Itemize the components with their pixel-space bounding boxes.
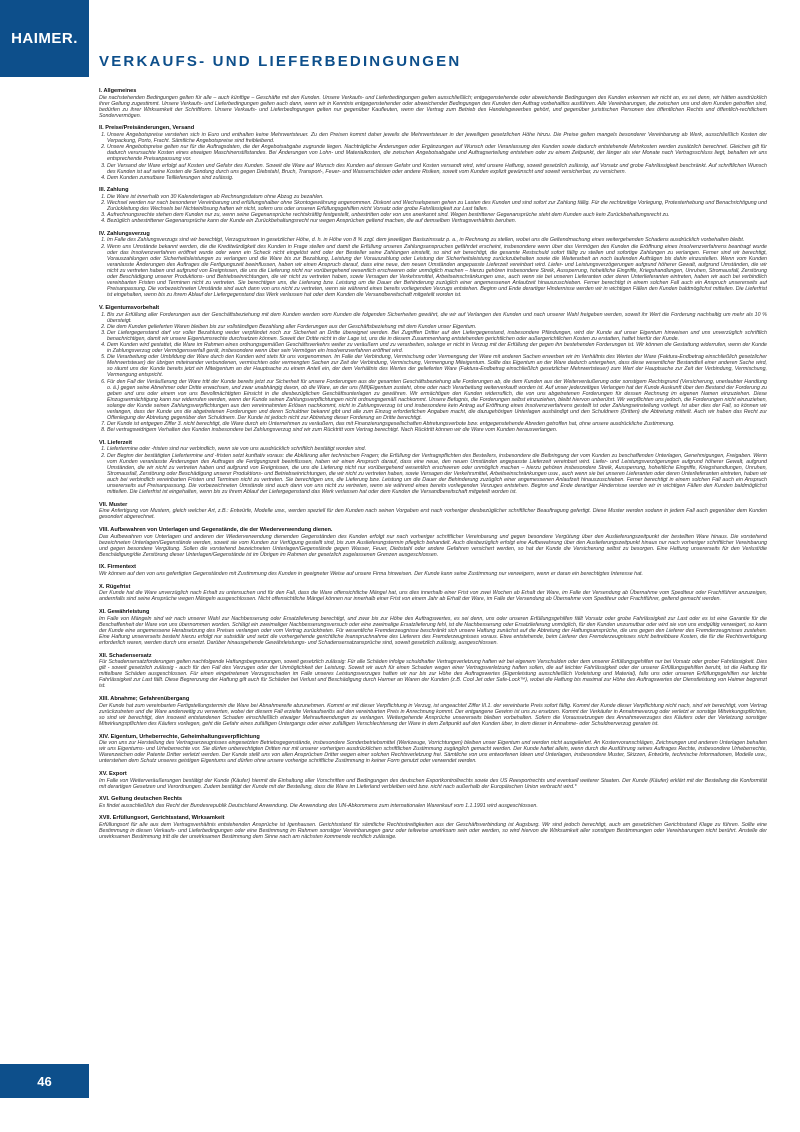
section-list-item: 4. Bezüglich unbestrittener Gegenansprüche kann der Kunde ein Zurückbehaltungsrecht nur wegen Ansprüchen geltend machen, die auf demselben Vertragsverhältnis beruhen.: [107, 218, 767, 224]
section-heading: III. Zahlung: [99, 187, 129, 194]
section-paragraph: Wir können auf den von uns gefertigten Gegenständen mit Zustimmung des Kunden in geeigneter Weise auf unsere Firma hinweisen. Der Kunde kann seine Zustimmung nur verweigern, wenn er daran ein berechtigtes Interesse hat.: [99, 571, 643, 578]
terms-section: [99, 734, 767, 765]
terms-section: [99, 796, 767, 809]
section-heading: V. Eigentumsvorbehalt: [99, 304, 160, 311]
section-heading: XV. Export: [99, 771, 127, 777]
section-list-item: 2. Wenn uns Umstände bekannt werden, die die Kreditwürdigkeit des Kunden in Frage stellen und damit die Erfüllung unseres Zahlungsanspruches gefährdet erscheint, insbesondere wenn über das Vermögen des Kunden die Eröffnung eines Insolvenzverfahrens beantragt wurde oder das Insolvenzverfahren eröffnet wurde oder wenn ein Scheck nicht eingelöst wird oder der Besteller seine Zahlungen einstellt, so sind wir berechtigt, die gesamte Restschuld sofort fällig zu stellen und sofortige Zahlungen zu verlangen. Ferner sind wir berechtigt, Vorauszahlungen oder Sicherheitsleistungen zu verlangen und die Ware bis zur Bezahlung, Leistung der Vorauszahlung oder Leistung der Sicherheitsleistung zurückzubehalten sowie die Weiterarbeit an noch laufenden Aufträgen bis dahin einzustellen. Wenn vom Kunden veranlasste Änderungen des Auftrages die Fertigungszeit beeinflussen, haben wir einen Anspruch darauf, dass eine neue, den neuen Umständen angepasste Lieferzeit vereinbart wird. Liefer- und Leistungsverzögerungen aufgrund höherer Gewalt, aufgrund Umständen, die wir nicht zu vertreten haben und aufgrund von Ereignissen, die uns die Lieferung nicht nur vorübergehend wesentlich erschweren oder unmöglich machen – hierzu gehören insbesondere Streik, Aussperrung, hoheitliche Eingriffe, Kriegshandlungen, Unruhen, Stromausfall, Zerstörung oder Beschädigung unserer Produktions- und Betriebseinrichtungen, die wir nicht zu vertreten haben, sowie Versagen der Verkehrsmittel, Arbeitseinschränkungen usw., auch wenn sie bei unseren Lieferanten oder deren Unterlieferanten eintreten, haben wir auch bei verbindlich vereinbarten Fristen und Terminen nicht zu vertreten. Sie berechtigen uns, die Lieferung bzw. Leistung um die Dauer der Behinderung zuzüglich einer angemessenen Anlaufzeit hinauszuschieben. Ferner berechtigt in einem solchen Fall auch ein Anspruch unsererseits auf Preisanpassung. Die vorbezeichneten Umstände sind auch dann von uns nicht zu vertreten, wenn sie während eines bereits vorliegenden Verzugs entstehen. Beginn und Ende derartiger Hindernisse werden wir in wichtigen Fällen den Kunden baldmöglichst mitteilen. Die Lieferfrist ist eingehalten, wenn bis zu ihrem Ablauf der Liefergegenstand das Werk verlassen hat oder dem Kunden die Versandbereitschaft mitgeteilt worden ist.: [107, 244, 767, 299]
terms-section: [99, 305, 767, 433]
page-number-badge: [0, 1064, 89, 1098]
terms-section: [99, 502, 767, 521]
section-paragraph: Der Kunde hat zum vereinbarten Fertigstellungstermin die Ware bei Abnahmereife abzunehmen. Kommt er mit dieser Verpflichtung in Verzug, ist ungeachtet Ziffer III.1. der vereinbarte Preis sofort fällig. Kommt der Kunde dieser Verpflichtung nicht nach, sind wir berechtigt, vom Vertrag zurückzutreten und die Ware anderweitig zu verwerten, wobei der diesem Fall erzielte Verkaufserlös auf den vereinbarten Preis in Anrechnung kommt. Der entgangene Gewinn ist uns zu ersetzen. Kommt der Verkäufer in Annahmeverzug oder verletzt er sonstige Mitwirkungspflichten, so sind wir berechtigt, den insoweit entstandenen Schaden einschließlich etwaiger Mehraufwendungen zu verlangen. Weitergehende Ansprüche unsererseits bleiben vorbehalten. Sofern die Voraussetzungen des Annahmeverzuges des Käufers oder der Verletzung sonstiger Mitwirkungspflichten des Käufers vorliegen, geht die Gefahr eines zufälligen Untergangs oder einer zufälligen Verschlechterung der Ware in dem Zeitpunkt auf den Kunden über, in dem dieser in Annahme- oder Schuldnerverzug geraten ist.: [99, 702, 767, 727]
page-title: VERKAUFS- UND LIEFERBEDINGUNGEN: [99, 53, 462, 70]
terms-section: [99, 815, 767, 840]
terms-section: [99, 125, 767, 180]
section-list-item: 4. Dem Kunden zumutbare Teillieferungen sind zulässig.: [107, 175, 767, 181]
section-list-item: 1. Bis zur Erfüllung aller Forderungen aus der Geschäftsbeziehung mit dem Kunden werden vom Kunden die folgenden Sicherheiten gewährt, die wir auf Verlangen des Kunden und nach unserer Wahl freigeben werden, soweit ihr Wert die Forderung nachhaltig um mehr als 10 % übersteigt.: [107, 312, 767, 324]
section-heading: IV. Zahlungsverzug: [99, 230, 150, 237]
section-heading: XIV. Eigentum, Urheberrechte, Geheimhaltungsverpflichtung: [99, 733, 260, 740]
section-list-item: 2. Wechsel werden nur nach besonderer Vereinbarung und erfüllungshalber ohne Skontogewährung angenommen. Diskont und Wechselspesen gehen zu Lasten des Kunden und sind sofort zur Zahlung fällig. Für die rechtzeitige Vorlegung, Protesterhebung und Benachrichtigung und Zurückleitung des Wechsels bei Nichteinlösung haften wir nicht, sofern uns oder unseren Erfüllungsgehilfen nicht Vorsatz oder grobe Fahrlässigkeit zur Last fallen.: [107, 200, 767, 212]
section-heading: I. Allgemeines: [99, 88, 137, 94]
brand-logo: [0, 0, 89, 77]
section-paragraph: Der Kunde hat die Ware unverzüglich nach Erhalt zu untersuchen und für den Fall, dass die Ware offensichtliche Mängel hat, uns dies innerhalb einer Frist von zwei Wochen ab Erhalt der Ware, im Falle der Versendung ab Übernahme vom Spediteur oder Frachtführer anzuzeigen, andernfalls sind seine Ansprüche wegen Mängeln ausgeschlossen. Nicht offensichtliche Mängel können nur innerhalb einer Frist von einem Jahr ab Erhalt der Ware, im Falle der Versendung ab Übernahme vom Spediteur oder Frachtführer, geltend gemacht werden.: [99, 590, 767, 603]
section-heading: X. Rügefrist: [99, 583, 131, 590]
section-heading: VI. Lieferzeit: [99, 439, 132, 446]
section-list-item: 2. Unsere Angebotspreise gelten nur für die Auftragsdaten, die der Angebotsabgabe zugrunde liegen. Nachträgliche Änderungen oder Ergänzungen auf Wunsch oder Veranlassung des Kunden sowie dadurch entstehende Mehrkosten werden zusätzlich berechnet. Gleiches gilt für dadurch verursachte Kosten eines etwaigen Maschinenstillstandes. Bei Änderungen von Lohn- und Materialkosten, die zwischen Angebotsabgabe und Auftragserteilung entstehen oder zu einem Zeitpunkt, der länger als vier Monate nach Vertragsschluss liegt, behalten wir uns entsprechende Preisanpassung vor.: [107, 144, 767, 162]
section-list-item: 3. Der Liefergegenstand darf vor voller Bezahlung weder verpfändet noch zur Sicherheit an Dritte übereignet werden. Bei Zugriffen Dritter auf den Liefergegenstand, insbesondere Pfändungen, wird der Kunde auf unser Eigentum hinweisen und uns unverzüglich schriftlich benachrichtigen, damit wir unsere Eigentumsrechte durchsetzen können. Soweit der Dritte nicht in der Lage ist, uns die in diesem Zusammenhang entstehenden gerichtlichen oder außergerichtlichen Kosten zu erstatten, haftet hierfür der Kunde.: [107, 330, 767, 342]
section-list-item: 1. Unsere Angebotspreise verstehen sich in Euro und enthalten keine Mehrwertsteuer. Zu den Preisen kommt daher jeweils die Mehrwertsteuer in der jeweiligen gesetzlichen Höhe hinzu. Die Preise gelten mangels besonderer Vereinbarung ab Werk, ausschließlich Kosten der Verpackung, Porto, Fracht. Sämtliche Angebotspreise sind freibleibend.: [107, 132, 767, 144]
terms-section: [99, 187, 767, 224]
section-list-item: 1. Im Falle des Zahlungsverzugs sind wir berechtigt, Verzugszinsen in gesetzlicher Höhe, d. h. in Höhe von 8 % zzgl. dem jeweiligen Basiszinssatz p. a., in Rechnung zu stellen, wobei uns die Geltendmachung eines weitergehenden Schadens ausdrücklich vorbehalten bleibt.: [107, 237, 767, 243]
section-heading: XVI. Geltung deutschen Rechts: [99, 796, 182, 803]
section-list: [99, 237, 767, 298]
section-paragraph: Das Aufbewahren von Unterlagen und anderen der Wiederverwendung dienenden Gegenständen des Kunden erfolgt nur nach vorheriger schriftlicher Vereinbarung und gegen besondere Vergütung über den Auslieferungszeitpunkt der bestellten Ware hinaus. Die vorstehend bezeichneten Unterlagen/Gegenstände werden, soweit sie vom Kunden zur Verfügung gestellt sind, bis zum Auslieferungstermin pfleglich behandelt. Auch diesbezüglich erfolgt eine Aufbewahrung über den Auslieferungszeitpunkt hinaus nur nach vorheriger schriftlicher Vereinbarung und gegen besondere Vergütung. Sollen die vorstehend bezeichneten Unterlagen/Gegenstände gegen Wasser, Feuer, Diebstahl oder andere Gefahren versichert werden, so hat der Kunde die Versicherung selbst zu besorgen. Eine Haftung unsererseits für den Verlust/die Beschädigung/die Zerstörung dieser Unterlagen/Gegenstände ist im Übrigen im Rahmen der gesetzlich zugelassenen Grenzen ausgeschlossen.: [99, 533, 767, 558]
section-list-item: 5. Die Verarbeitung oder Umbildung der Ware durch den Kunden wird stets für uns vorgenommen. Im Falle der Verbindung, Vermischung oder Vermengung der Ware mit anderen Sachen erwerben wir im Verhältnis des Wertes der Ware (Faktura-Endbetrag einschließlich gesetzlicher Mehrwertsteuer) der übrigen miteinander verbundenen, vermischten oder vermengten Sachen zur Zeit der Verbindung, Vermischung, Vermengung Miteigentum. Sollte das Eigentum an der Ware dadurch untergehen, dass diese wesentlicher Bestandteil einer anderen Sache wird, so räumt uns der Kunde bereits jetzt ein Miteigentum an der Hauptsache zu einem Anteil ein, der dem Verhältnis des Wertes der gelieferten Ware (Faktura-Endbetrag einschließlich gesetzlicher Mehrwertsteuer) zum Wert der Hauptsache zur Zeit der Verbindung, Vermischung, Vermengung entspricht.: [107, 354, 767, 378]
section-paragraph: Es findet ausschließlich das Recht der Bundesrepublik Deutschland Anwendung. Die Anwendung des UN-Abkommens zum internationalen Warenkauf vom 1.1.1991 wird ausgeschlossen.: [99, 802, 538, 809]
section-paragraph: Im Falle von Mängeln sind wir nach unserer Wahl zur Nachbesserung oder Ersatzlieferung berechtigt, und zwar bis zur Höhe des Auftragswertes, es sei denn, uns oder unseren Erfüllungsgehilfen fällt Vorsatz oder grobe Fahrlässigkeit zur Last oder es ist eine Garantie für die Beschaffenheit der Ware von uns übernommen worden. Schlägt ein zweimaliger Nachbesserungsversuch oder eine zweimalige Ersatzlieferung fehl, ist die Nachbesserung oder Ersatzlieferung unmöglich, für den Kunden unzumutbar oder wird sie von uns endgültig verweigert, so kann der Kunde eine angemessene Herabsetzung des Preises verlangen oder vom Vertrag zurücktreten. Für wesentliche Fremderzeugnisse beschränkt sich unsere Haftung zunächst auf die Abtretung der Haftungsansprüche, die uns gegen den Lieferer des Fremderzeugnisses zustehen. Eine Haftung unsererseits besteht hierzu erfolgt nur subsidiär und setzt die vorhergehende gerichtliche Inanspruchnahme des Lieferers des Fremderzeugnisses voraus. Etwa entstehende, beim Lieferer des Fremderzeugnisses nicht beitreibbare Kosten, die für die Rechtsverfolgung erforderlich waren, werden durch uns ersetzt. Darüber hinausgehende Gewährleistungs- und Schadensersatzansprüche sind, soweit gesetzlich zulässig, ausgeschlossen.: [99, 615, 767, 646]
section-heading: XI. Gewährleistung: [99, 608, 150, 615]
terms-section: [99, 231, 767, 299]
section-list-item: 3. Aufrechnungsrechte stehen dem Kunden nur zu, wenn seine Gegenansprüche rechtskräftig festgestellt, unbestritten oder von uns anerkannt sind. Wegen bestrittener Gegenansprüche steht dem Kunden auch kein Zurückbehaltungsrecht zu.: [107, 212, 767, 218]
terms-section: [99, 440, 767, 495]
terms-section: [99, 771, 767, 790]
terms-section: [99, 564, 767, 577]
section-heading: XVII. Erfüllungsort, Gerichtsstand, Wirksamkeit: [99, 815, 225, 822]
section-paragraph: Die nachstehenden Bedingungen gelten für alle – auch künftige – Geschäfte mit den Kunden. Unsere Verkaufs- und Lieferbedingungen gelten ausschließlich; entgegenstehende oder abweichende Bedingungen des Kunden erkennen wir nicht an, es sei denn, wir hätten ausdrücklich ihrer Geltung zugestimmt. Unsere Verkaufs- und Lieferbedingungen gelten auch dann, wenn wir in Kenntnis entgegenstehender oder abweichender Bedingungen des Kunden den Auftrag vorbehaltlos ausführen. Alle Vereinbarungen, die zwischen uns und dem Kunden getroffen sind, bedürfen zu ihrer Wirksamkeit der Schriftform. Unsere Verkaufs- und Lieferbedingungen gelten nur gegenüber Kaufleuten, wenn der Vertrag zum Betrieb des Handelsgewerbes gehört, und gegenüber juristischen Personen des öffentlichen Rechts und öffentlich-rechtlichem Sondervermögen.: [99, 94, 767, 119]
sidebar: [0, 0, 89, 1132]
section-list-item: 8. Bei vertragswidrigem Verhalten des Kunden insbesondere bei Zahlungsverzug sind wir zum Rücktritt vom Vertrag berechtigt. Nach Rücktritt können wir die Ware vom Kunden herausverlangen.: [107, 427, 767, 433]
section-list-item: 7. Der Kunde ist entgegen Ziffer 3. nicht berechtigt, die Ware durch ein Unternehmen zu veräußern, das mit Finanzierungsgesellschaften Abtretungsverbote bzw. entgegenstehende Abreden getroffen hat, ohne unsere ausdrückliche Zustimmung.: [107, 421, 767, 427]
section-list: [99, 194, 767, 224]
terms-section: [99, 88, 767, 119]
section-heading: IX. Firmentext: [99, 564, 136, 571]
section-list-item: 3. Der Versand der Ware erfolgt auf Kosten und Gefahr des Kunden. Soweit die Ware auf Wunsch des Kunden auf dessen Gefahr und Kosten versandt wird, wird unsere Haftung, soweit gesetzlich zulässig, auf Vorsatz und grobe Fahrlässigkeit beschränkt. Auf schriftlichen Wunsch des Kunden ist auf seine Kosten die Sendung durch uns gegen Diebstahl, Bruch, Transport-, Feuer- und Wasserschäden oder andere Risiken, soweit vom Kunden explizit gewünscht und soweit versicherbar, zu versichern.: [107, 163, 767, 175]
section-list: [99, 312, 767, 434]
brand-logo-text: HAIMER.: [11, 30, 78, 47]
section-heading: XII. Schadensersatz: [99, 652, 152, 659]
terms-section: [99, 584, 767, 603]
section-heading: VII. Muster: [99, 501, 128, 508]
section-paragraph: Eine Anfertigung von Mustern, gleich welcher Art, z.B.: Entwürfe, Modelle usw., werden speziell für den Kunden nach seinen Vorgaben erst nach vorheriger diesbezüglicher schriftlicher Beauftragung gefertigt. Diese Muster werden sodann in jedem Fall auch gegenüber dem Kunden gesondert abgerechnet.: [99, 508, 767, 521]
section-heading: II. Preise/Preisänderungen, Versand: [99, 125, 195, 132]
section-paragraph: Erfüllungsort für alle aus dem Vertragsverhältnis entstehenden Ansprüche ist Igenhausen. Gerichtsstand für sämtliche Rechtsstreitigkeiten aus der Geschäftsverbindung ist Augsburg. Wir sind jedoch berechtigt, auch am gesetzlichen Gerichtsstand Klage zu führen. Sollte eine Bestimmung in diesen Verkaufs- und Lieferbedingungen oder eine Bestimmung im Rahmen sonstiger Vereinbarungen ganz oder teilweise unwirksam sein oder werden, so wird hiervon die Wirksamkeit aller sonstigen Bestimmungen oder Vereinbarungen nicht berührt. Anstelle der unwirksamen Bestimmung tritt die der unwirksamen Bestimmung dem Sinne nach am nächsten kommende rechtlich zulässige.: [99, 822, 767, 841]
section-list: [99, 132, 767, 181]
section-paragraph: Im Falle von Weiterveräußerungen bestätigt der Kunde (Käufer) hiermit die Einhaltung aller Vorschriften und Bedingungen des deutschen Exportkontrollrechts sowie des US Reexportrechts und eventuell weiterer Staaten. Der Kunde (Käufer) erklärt mit der Bestellung die Konformität mit derartigen Gesetzen und Verordnungen. Zudem bestätigt der Kunde mit der Bestellung, dass die Ware im Lieferland verbleiben wird bzw. nicht nach außerhalb der Europäischen Union verbracht wird.*: [99, 777, 767, 790]
terms-body: [99, 88, 767, 1048]
terms-section: [99, 653, 767, 690]
page-number: 46: [37, 1073, 52, 1089]
section-list: [99, 446, 767, 495]
section-heading: VIII. Aufbewahren von Unterlagen und Gegenstände, die der Wiederverwendung dienen.: [99, 527, 333, 533]
section-list-item: 1. Die Ware ist innerhalb von 30 Kalendertagen ab Rechnungsdatum ohne Abzug zu bezahlen.: [107, 194, 767, 200]
section-list-item: 2. Der Beginn der bestätigten Liefertermine und -fristen setzt kunftativ voraus: die Abklärung aller technischen Fragen; die Erfüllung der Vertragspflichten des Bestellers, insbesondere die Beibringung der vom Kunden zu beschaffenden Unterlagen, Genehmigungen, Freigaben. Wenn vom Kunden veranlasste Änderungen des Auftrages die Fertigungszeit beeinflussen, haben wir einen Anspruch darauf, dass eine neue, den neuen Umständen angepasste Lieferzeit vereinbart wird. Liefer- und Leistungsverzögerungen aufgrund höherer Gewalt, aufgrund Umständen, die wir nicht zu vertreten haben und aufgrund von Ereignissen, die uns die Lieferung nicht nur vorübergehend wesentlich erschweren oder unmöglich machen – hierzu gehören insbesondere Streik, Aussperrung, hoheitliche Eingriffe, Kriegshandlungen, Unruhen, Stromausfall, Zerstörung oder Beschädigung unserer Produktions- und Betriebseinrichtungen, die wir nicht zu vertreten haben, sowie Versagen der Verkehrsmittel, Arbeitseinschränkungen usw., auch wenn sie bei unseren Lieferanten oder deren Unterlieferanten eintreten, haben wir auch bei verbindlich vereinbarten Fristen und Terminen nicht zu vertreten. Sie berechtigen uns, die Lieferung bzw. Leistung um die Dauer der Behinderung zuzüglich einer angemessenen Anlaufzeit hinauszuschieben. Ferner berechtigt in einem solchen Fall auch ein Anspruch unsererseits auf Preisanpassung. Die vorbezeichneten Umstände sind auch dann von uns nicht zu vertreten, wenn sie während eines bereits vorliegenden Verzuges entstehen. Beginn und Ende derartiger Hindernisse werden wir in wichtigen Fällen den Kunden baldmöglichst mitteilen. Die Lieferfrist ist eingehalten, wenn bis zu ihrem Ablauf der Liefergegenstand das Werk verlassen hat oder dem Kunden die Versandbereitschaft mitgeteilt worden ist.: [107, 453, 767, 496]
section-paragraph: Für Schadensersatzforderungen gelten nachfolgende Haftungsbegrenzungen, soweit gesetzlich zulässig: Für alle Schäden infolge schuldhafter Vertragsverletzung haften wir bei eigenem Verschulden oder dem unserer Erfüllungsgehilfen nur bei Vorsatz oder grober Fahrlässigkeit. Dies gilt - soweit gesetzlich zulässig - auch für den Fall des Verzuges oder der Unmöglichkeit der Leistung. Soweit wir auch für einen Schaden wegen einer Vertragsverletzung haften sollen, die auf leichter Fahrlässigkeit oder der unserer Erfüllungsgehilfen beruht, ist die Haftung für mittelbare Schäden ausgeschlossen. Für einen eingetretenen Verzugsschaden im Falle unseres Leistungsverzuges haften wir nur bis zur Höhe des Auftragswertes (Eigenleistung ausschließlich Vorleistung und Material), falls uns oder unseren Erfüllungsgehilfen nur leichte Fahrlässigkeit zur Last fällt. Diese Begrenzung der Haftung gilt auch für Schäden bei Verlust und Beschädigung durch Harmer an Waren der Kunden (z.B. Cool Jet oder Safe-Lock™), wobei die Haftung bis maximal zur Höhe des Auftragswertes der Dienstleistung von Haimer begrenzt ist.: [99, 659, 767, 690]
section-list-item: 1. Liefertermine oder -fristen sind nur verbindlich, wenn sie von uns ausdrücklich schriftlich bestätigt worden sind.: [107, 446, 767, 452]
terms-section: [99, 609, 767, 646]
section-heading: XIII. Abnahme; Gefahrenübergang: [99, 696, 190, 703]
section-list-item: 4. Dem Kunden wird gestattet, die Ware im Rahmen eines ordnungsgemäßen Geschäftsverkehrs weiter zu veräußern und zu verarbeiten, solange er nicht in Verzug mit der Erfüllung der gegen ihn bestehenden Forderungen ist. Wir können die Gestattung widerrufen, wenn der Kunde in Zahlungsverzug oder Vermögensverfall gerät, insbesondere wenn über sein Vermögen ein Insolvenzverfahren eröffnet wird.: [107, 342, 767, 354]
terms-section: [99, 527, 767, 558]
section-list-item: 2. Die dem Kunden gelieferten Waren bleiben bis zur vollständigen Bezahlung aller Forderungen aus der Geschäftsbeziehung mit dem Kunden unser Eigentum.: [107, 324, 767, 330]
section-list-item: 6. Für den Fall der Veräußerung der Ware tritt der Kunde bereits jetzt zur Sicherheit für unsere Forderungen aus der gesamten Geschäftsbeziehung alle Forderungen ab, die dem Kunden aus der Weiterveräußerung oder sonstigem Rechtsgrund (Versicherung, unerlaubter Handlung o. ä.) gegen seine Abnehmer oder Dritte erwachsen, und zwar unabhängig davon, ob die Ware, an der uns (Mit)Eigentum zusteht, ohne oder nach Verarbeitung weiterverkauft worden ist. Auf unser jederzeitiges Verlangen hat der Kunde Auskunft über den Bestand der Forderung zu geben und uns oder einem von uns Bevollmächtigten Einsicht in die diesbezüglichen Geschäftsunterlagen zu gewähren. Wir ermächtigen den Kunden widerruflich, die von uns abgetretenen Forderungen für dessen Rechnung im eigenen Namen einzuziehen. Diese Einzugsermächtigung kann nur widerrufen werden, wenn der Kunde seinen Zahlungsverpflichtungen nicht ordnungsgemäß nachkommt. Unsere Befugnis, die Forderungen selbst einzuziehen, bleibt hiervon unberührt. Wir verpflichten uns jedoch, die Forderungen nicht einzuziehen, solange der Kunde seinen Zahlungsverpflichtungen aus den vereinnahmten Erlösen nachkommt, nicht in Zahlungsverzug ist und insbesondere kein Antrag auf Eröffnung eines Insolvenzverfahrens gestellt ist oder Zahlungseinstellung vorliegt. Ist aber dies der Fall, so können wir verlangen, dass der Kunde uns die abgetretenen Forderungen und deren Schuldner bekannt gibt und alle zum Einzug erforderlichen Angaben macht, die dazugehörigen Unterlagen aushändigt und den Schuldnern (Dritten) die Abtretung mitteilt. Auch wir haben das Recht zur Offenlegung der Abtretung gegenüber den Schuldnern. Der Kunde ist jedoch nicht zur Abtretung dieser Forderung an Dritte berechtigt.: [107, 379, 767, 422]
section-paragraph: Die von uns zur Herstellung des Vertragserzeugnisses eingesetzten Betriebsgegenstände, insbesondere Sonderbetriebsmittel (Werkzeuge, Vorrichtungen) bleiben unser Eigentum und werden nicht ausgeliefert. An Kostenvoranschlägen, Zeichnungen und anderen Unterlagen behalten wir uns Eigentums- und Urheberrechte vor. Sie dürfen unberechtigten Dritten nur mit unserer vorherigen ausdrücklichen schriftlichen Zustimmung zugänglich gemacht werden. Der Kunde haftet allein, wenn durch die Ausführung seines Auftrages Rechte, insbesondere Urheberrechte, Warenzeichen oder Patente Dritter verletzt werden. Der Kunde stellt uns von allen Ansprüchen Dritter wegen einer solchen Rechtsverletzung frei. Sämtliche von uns entworfenen Ideen und Unterlagen, insbesondere Muster, Skizzen, Entwürfe, technische Informationen, Modelle usw., unterstehen dem Schutz unseres geistigen Eigentums und dürfen ohne unsere vorherige schriftliche Zustimmung in keiner Form genutzt oder verwendet werden.: [99, 740, 767, 765]
terms-section: [99, 696, 767, 727]
